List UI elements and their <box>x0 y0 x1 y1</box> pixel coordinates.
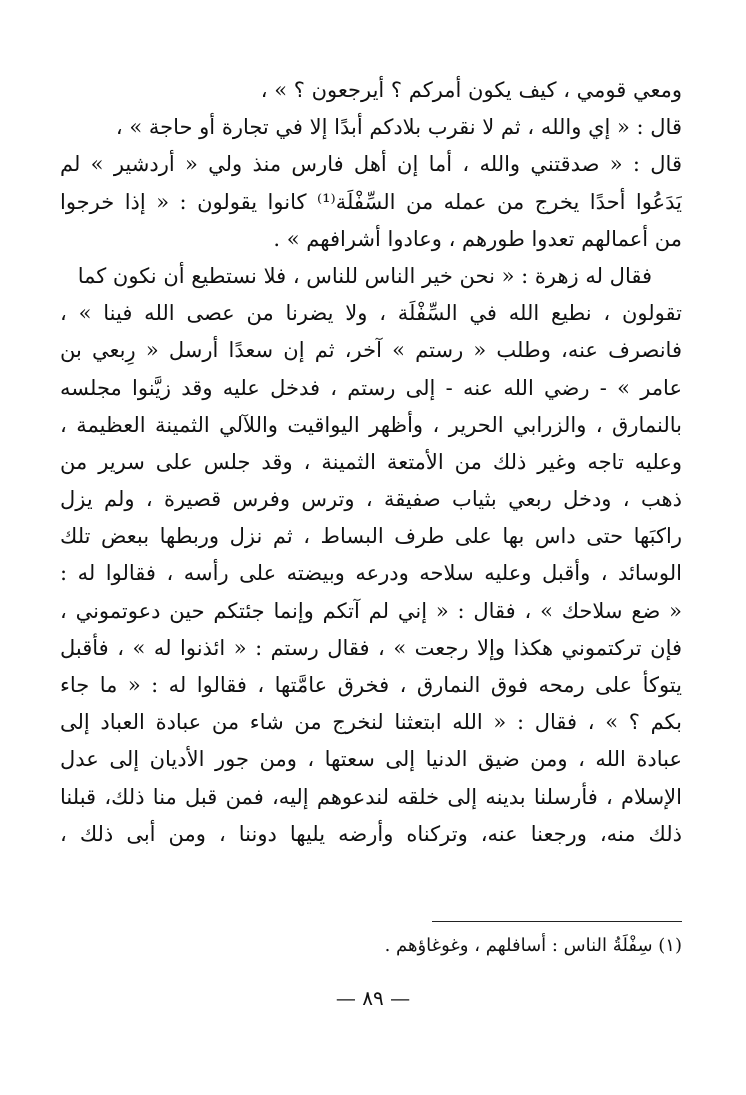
text-line: ذهب ، ودخل ربعي بثياب صفيقة ، وترس وفرس قصيرة ، ولم يزل <box>60 487 682 512</box>
text-line: ذلك منه، ورجعنا عنه، وتركناه وأرضه يليها دوننا ، ومن أبى ذلك ، <box>60 821 682 846</box>
text-line: قال : « صدقتني والله ، أما إن أهل فارس منذ ولي « أردشير » لم <box>60 152 682 177</box>
text-line: ومعي قومي ، كيف يكون أمركم ؟ أيرجعون ؟ » ، <box>260 78 682 102</box>
text-line: الإسلام ، فأرسلنا بدينه إلى خلقه لندعوهم إليه، فمن قبل منا ذلك، قبلنا <box>60 784 682 809</box>
text-line: بكم ؟ » ، فقال : « الله ابتعثنا لنخرج من شاء من عبادة العباد إلى <box>60 710 682 735</box>
text-line: عبادة الله ، ومن ضيق الدنيا إلى سعتها ، ومن جور الأديان إلى عدل <box>60 747 682 772</box>
text-line: « ضع سلاحك » ، فقال : « إني لم آتكم وإنما جئتكم حين دعوتموني ، <box>60 598 682 623</box>
footnote-divider <box>432 921 682 922</box>
text-line: قال : « إي والله ، ثم لا نقرب بلادكم أبدًا إلا في تجارة أو حاجة » ، <box>115 115 682 140</box>
page-number: — ٨٩ — <box>335 986 411 1010</box>
text-line: من أعمالهم تعدوا طورهم ، وعادوا أشرافهم » . <box>273 226 682 251</box>
text-line: عامر » - رضي الله عنه - إلى رستم ، فدخل عليه وقد زيَّنوا مجلسه <box>60 375 682 400</box>
text-line: وعليه تاجه وغير ذلك من الأمتعة الثمينة ، وقد جلس على سرير من <box>60 449 682 474</box>
body-text <box>60 72 682 853</box>
footnote: (١) سِفْلَةُ الناس : أسافلهم ، وغوغاؤهم . <box>384 935 682 956</box>
text-line: يتوكأ على رمحه فوق النمارق ، فخرق عامَّتها ، فقالوا له : « ما جاء <box>60 673 682 697</box>
text-line: بالنمارق ، والزرابي الحرير ، وأظهر اليواقيت واللآلي الثمينة العظيمة ، <box>60 412 682 437</box>
text-line: الوسائد ، وأقبل وعليه سلاحه ودرعه وبيضته على رأسه ، فقالوا له : <box>60 561 682 586</box>
text-line: راكبَها حتى داس بها على طرف البساط ، ثم نزل وربطها ببعض تلك <box>60 524 682 549</box>
text-line: فانصرف عنه، وطلب « رستم » آخر، ثم إن سعدًا أرسل « رِبعي بن <box>60 338 682 363</box>
text-line: فقال له زهرة : « نحن خير الناس للناس ، فلا نستطيع أن نكون كما <box>77 263 652 288</box>
text-line: يَدَعُوا أحدًا يخرج من عمله من السِّفْلَة⁽¹⁾ كانوا يقولون : « إذا خرجوا <box>60 189 682 214</box>
text-line: تقولون ، نطيع الله في السِّفْلَة ، ولا يضرنا من عصى الله فينا » ، <box>60 301 682 326</box>
text-line: فإن تركتموني هكذا وإلا رجعت » ، فقال رستم : « ائذنوا له » ، فأقبل <box>60 635 682 660</box>
